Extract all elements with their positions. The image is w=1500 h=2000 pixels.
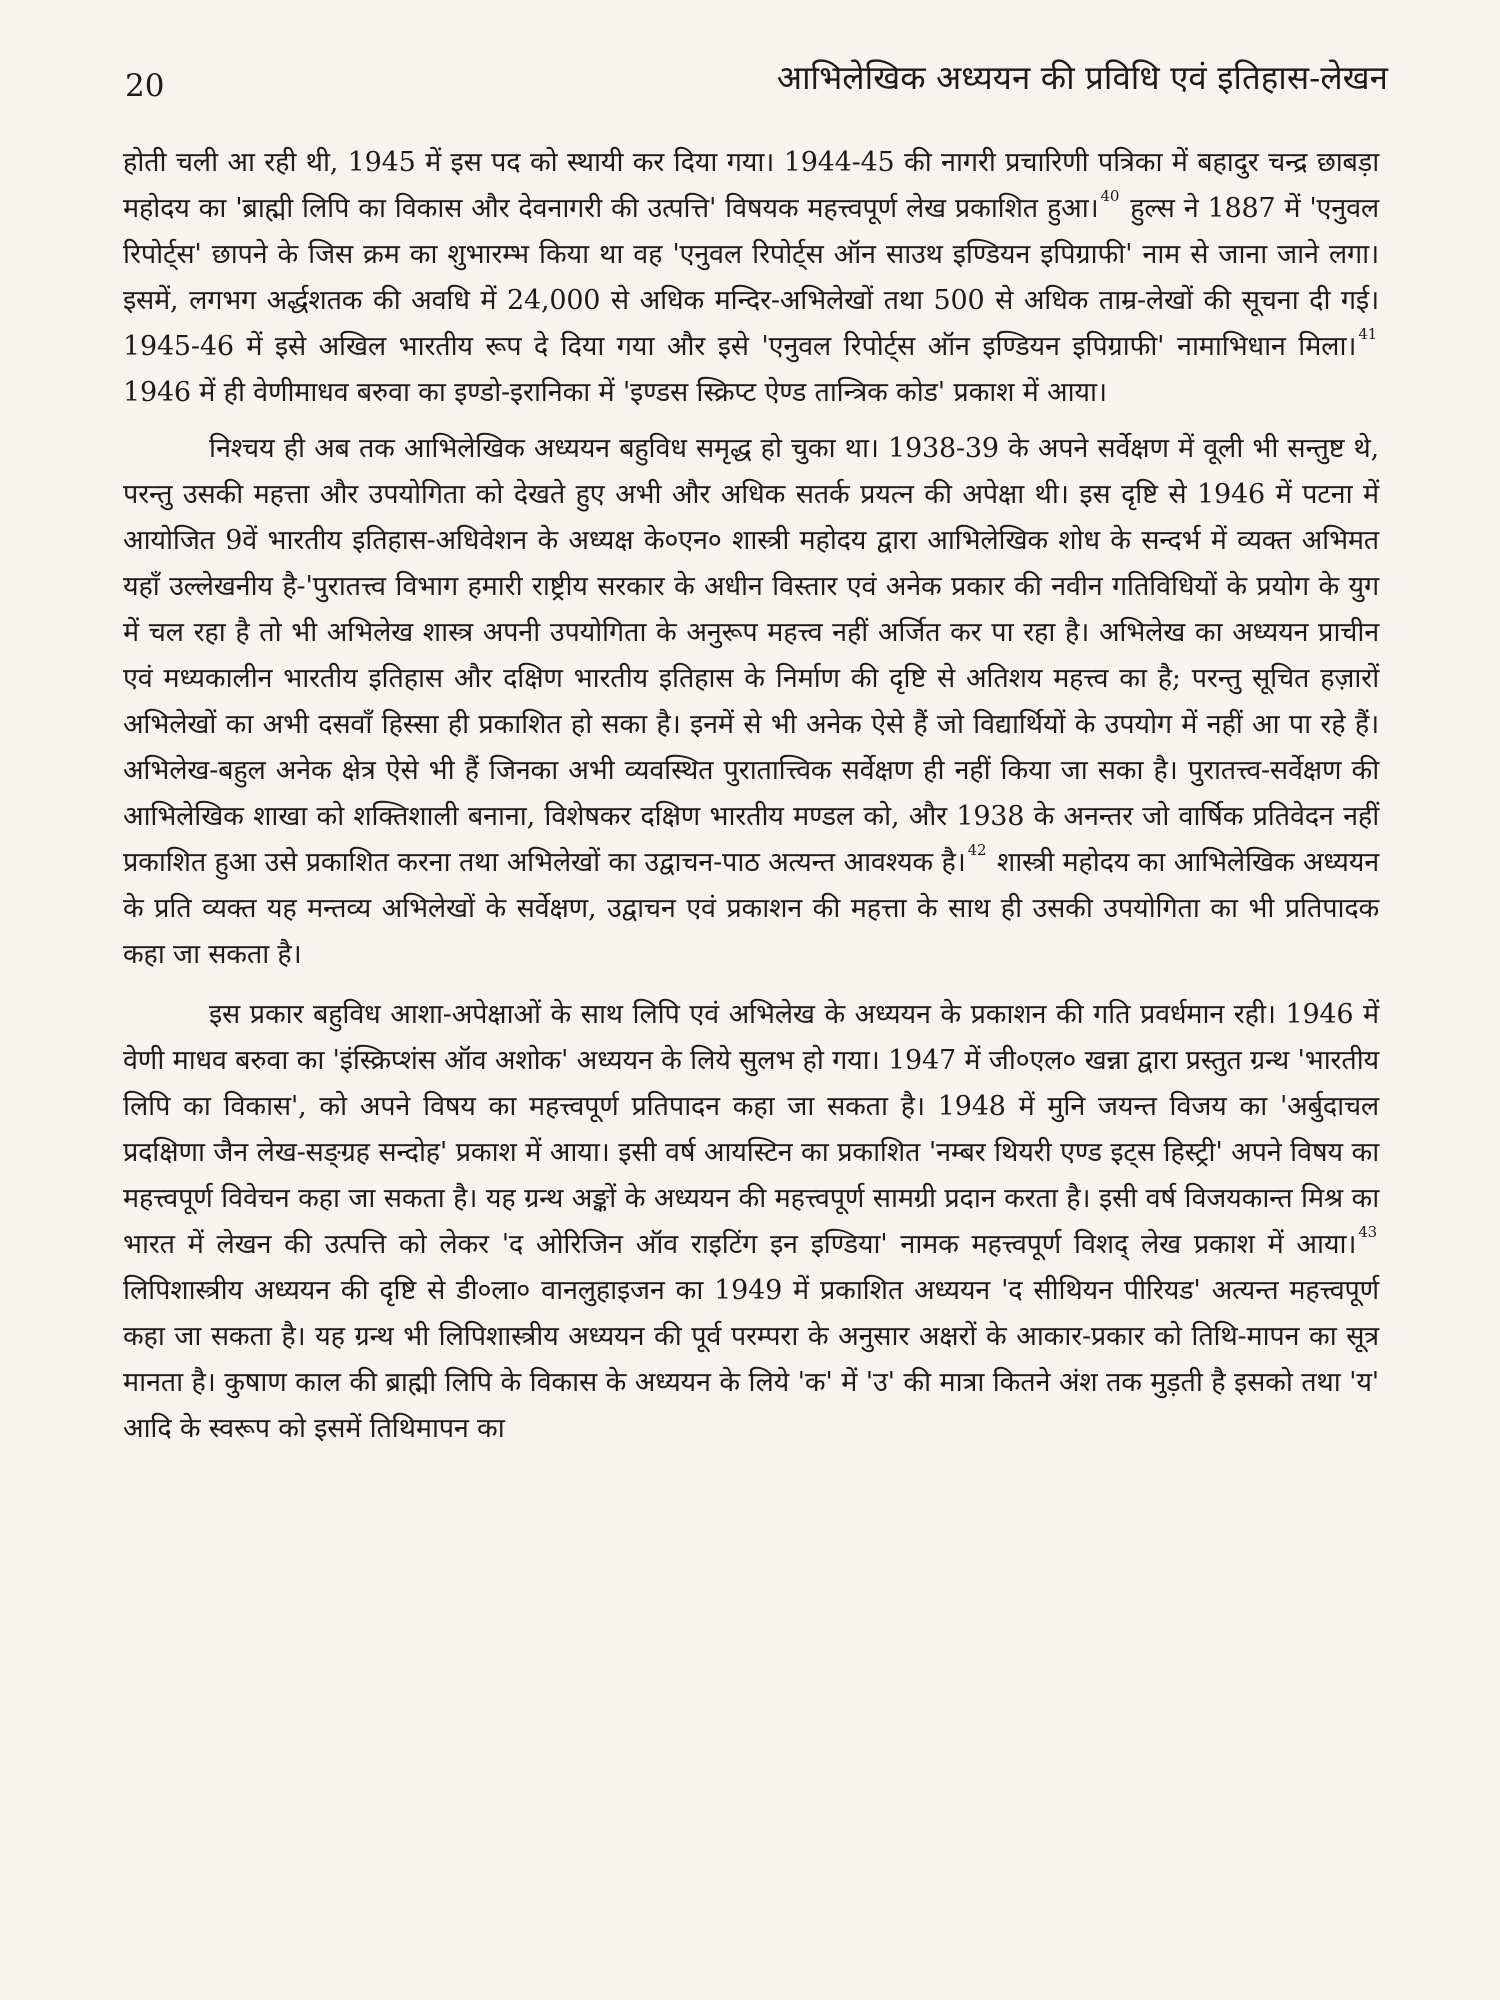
paragraph-2 bbox=[123, 426, 1379, 978]
paragraph-text: होती चली आ रही थी, 1945 में इस पद को स्थायी कर दिया गया। 1944-45 की नागरी प्रचारिणी पत्रिका में बहादुर चन्द्र छाबड़ा महोदय का 'ब्राह्मी लिपि का विकास और देवनागरी की उत्पत्ति' विषयक महत्त्वपूर्ण लेख प्रकाशित हुआ। bbox=[123, 147, 1379, 224]
paragraph-text: इस प्रकार बहुविध आशा-अपेक्षाओं के साथ लिपि एवं अभिलेख के अध्ययन के प्रकाशन की गति प्रवर्धमान रही। 1946 में वेणी माधव बरुवा का 'इंस्क्रिप्शंस ऑव अशोक' अध्ययन के लिये सुलभ हो गया। 1947 में जी०एल० खन्ना द्वारा प्रस्तुत ग्रन्थ 'भारतीय लिपि का विकास', को अपने विषय का महत्त्वपूर्ण प्रतिपादन कहा जा सकता है। 1948 में मुनि जयन्त विजय का 'अर्बुदाचल प्रदक्षिणा जैन लेख-सङ्ग्रह सन्दोह' प्रकाश में आया। इसी वर्ष आयस्टिन का प्रकाशित 'नम्बर थियरी एण्ड इट्स हिस्ट्री' अपने विषय का महत्त्वपूर्ण विवेचन कहा जा सकता है। यह ग्रन्थ अङ्कों के अध्ययन की महत्त्वपूर्ण सामग्री प्रदान करता है। इसी वर्ष विजयकान्त मिश्र का भारत में लेखन की उत्पत्ति को लेकर 'द ओरिजिन ऑव राइटिंग इन इण्डिया' नामक महत्त्वपूर्ण विशद् लेख प्रकाश में आया। bbox=[123, 999, 1379, 1260]
body-text bbox=[123, 140, 1379, 1452]
footnote-marker: 41 bbox=[1358, 325, 1377, 343]
page-number: 20 bbox=[125, 68, 165, 104]
footnote-marker: 40 bbox=[1100, 187, 1120, 205]
paragraph-text: हुल्स ने 1887 में 'एनुवल रिपोर्ट्स' छापने के जिस क्रम का शुभारम्भ किया था वह 'एनुवल रिपोर्ट्स ऑन साउथ इण्डियन इपिग्राफी' नाम से जाना जाने लगा। इसमें, लगभग अर्द्धशतक की अवधि में 24,000 से अधिक मन्दिर-अभिलेखों तथा 500 से अधिक ताम्र-लेखों की सूचना दी गई। 1945-46 में इसे अखिल भारतीय रूप दे दिया गया और इसे 'एनुवल रिपोर्ट्स ऑन इण्डियन इपिग्राफी' नामाभिधान मिला। bbox=[123, 193, 1379, 362]
paragraph-text: लिपिशास्त्रीय अध्ययन की दृष्टि से डी०ला० वानलुहाइजन का 1949 में प्रकाशित अध्ययन 'द सीथियन पीरियड' अत्यन्त महत्त्वपूर्ण कहा जा सकता है। यह ग्रन्थ भी लिपिशास्त्रीय अध्ययन की पूर्व परम्परा के अनुसार अक्षरों के आकार-प्रकार को तिथि-मापन का सूत्र मानता है। कुषाण काल की ब्राह्मी लिपि के विकास के अध्ययन के लिये 'क' में 'उ' की मात्रा कितने अंश तक मुड़ती है इसको तथा 'य' आदि के स्वरूप को इसमें तिथिमापन का bbox=[123, 1275, 1379, 1444]
paragraph-text: 1946 में ही वेणीमाधव बरुवा का इण्डो-इरानिका में 'इण्डस स्क्रिप्ट ऐण्ड तान्त्रिक कोड' प्रकाश में आया। bbox=[123, 377, 1107, 408]
running-title: आभिलेखिक अध्ययन की प्रविधि एवं इतिहास-लेखन bbox=[776, 58, 1388, 97]
footnote-marker: 43 bbox=[1358, 1223, 1377, 1241]
footnote-marker: 42 bbox=[967, 841, 987, 859]
paragraph-text: निश्चय ही अब तक आभिलेखिक अध्ययन बहुविध समृद्ध हो चुका था। 1938-39 के अपने सर्वेक्षण में वूली भी सन्तुष्ट थे, परन्तु उसकी महत्ता और उपयोगिता को देखते हुए अभी और अधिक सतर्क प्रयत्न की अपेक्षा थी। इस दृष्टि से 1946 में पटना में आयोजित 9वें भारतीय इतिहास-अधिवेशन के अध्यक्ष के०एन० शास्त्री महोदय द्वारा आभिलेखिक शोध के सन्दर्भ में व्यक्त अभिमत यहाँ उल्लेखनीय है-'पुरातत्त्व विभाग हमारी राष्ट्रीय सरकार के अधीन विस्तार एवं अनेक प्रकार की नवीन गतिविधियों के प्रयोग के युग में चल रहा है तो भी अभिलेख शास्त्र अपनी उपयोगिता के अनुरूप महत्त्व नहीं अर्जित कर पा रहा है। अभिलेख का अध्ययन प्राचीन एवं मध्यकालीन भारतीय इतिहास और दक्षिण भारतीय इतिहास के निर्माण की दृष्टि से अतिशय महत्त्व का है; परन्तु सूचित हज़ारों अभिलेखों का अभी दसवाँ हिस्सा ही प्रकाशित हो सका है। इनमें से भी अनेक ऐसे हैं जो विद्यार्थियों के उपयोग में नहीं आ पा रहे हैं। अभिलेख-बहुल अनेक क्षेत्र ऐसे भी हैं जिनका अभी व्यवस्थित पुरातात्त्विक सर्वेक्षण ही नहीं किया जा सका है। पुरातत्त्व-सर्वेक्षण की आभिलेखिक शाखा को शक्तिशाली बनाना, विशेषकर दक्षिण भारतीय मण्डल को, और 1938 के अनन्तर जो वार्षिक प्रतिवेदन नहीं प्रकाशित हुआ उसे प्रकाशित करना तथा अभिलेखों का उद्वाचन-पाठ अत्यन्त आवश्यक है। bbox=[123, 433, 1379, 878]
paragraph-1 bbox=[123, 140, 1379, 416]
paragraph-text: शास्त्री महोदय का आभिलेखिक अध्ययन के प्रति व्यक्त यह मन्तव्य अभिलेखों के सर्वेक्षण, उद्वाचन एवं प्रकाशन की महत्ता के साथ ही उसकी उपयोगिता का भी प्रतिपादक कहा जा सकता है। bbox=[123, 847, 1379, 970]
paragraph-3 bbox=[123, 992, 1379, 1452]
